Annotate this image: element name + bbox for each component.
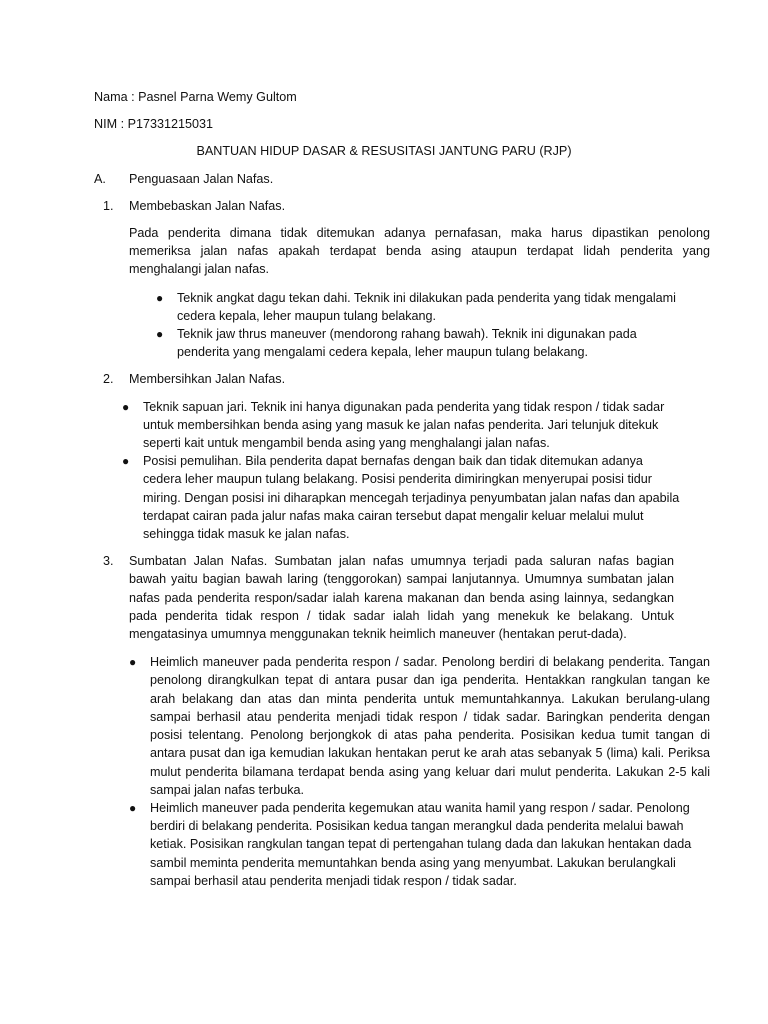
list-item: ● Teknik sapuan jari. Teknik ini hanya digunakan pada penderita yang tidak respon / tidak sadar untuk membersihkan benda asing yang masuk ke jalan nafas penderita. Jari telunjuk ditekuk seperti kait untuk mengambil benda asing yang menghalangi jalan nafas. <box>122 399 665 451</box>
item-3-bullet-list <box>129 653 710 890</box>
student-nim: NIM : P17331215031 <box>94 117 214 132</box>
item-1-title: Membebaskan Jalan Nafas. <box>129 198 286 213</box>
item-3-paragraph: Sumbatan Jalan Nafas. Sumbatan jalan nafas umumnya terjadi pada saluran nafas bagian bawah yaitu bagian bawah laring (tenggorokan) sampai lanjutannya. Umumnya sumbatan jalan nafas pada penderita respon/sadar ialah karena makanan dan benda asing lainnya, sedangkan pada penderita tidak respon / tidak sadar ialah lidah yang menekuk ke belakang. Untuk mengatasinya umumnya menggunakan teknik heimlich maneuver (hentakan perut-dada). <box>129 554 674 642</box>
list-item: ● Teknik angkat dagu tekan dahi. Teknik ini dilakukan pada penderita yang tidak mengalami cedera kepala, leher maupun tulang belakang. <box>156 290 676 323</box>
list-item: ● Heimlich maneuver pada penderita respon / sadar. Penolong berdiri di belakang penderita. Tangan penolong dirangkulkan tepat di antara pusar dan iga penderita. Hentakkan rangkulan tangan ke arah belakang dan atas dan minta penderita untuk memuntahkannya. Lakukan berulang-ulang sampai berhasil atau penderita menjadi tidak respon / tidak sadar. Baringkan penderita dengan posisi telentang. Penolong berjongkok di atas paha penderita. Posisikan kedua tumit tangan di antara pusat dan iga kemudian lakukan hentakan perut ke arah atas sebanyak 5 (lima) kali. Periksa mulut penderita bilamana terdapat benda asing yang keluar dari mulut penderita. Lakukan 2-5 kali sampai jalan nafas terbuka. <box>129 655 710 797</box>
item-2-title: Membersihkan Jalan Nafas. <box>129 372 286 387</box>
item-2-bullet-list <box>122 398 681 544</box>
item-3-block <box>103 552 674 643</box>
bullet-icon: ● <box>122 399 130 414</box>
bullet-icon: ● <box>129 655 137 670</box>
item-1-heading <box>103 197 674 215</box>
item-1-bullet-list <box>156 289 677 362</box>
item-3-marker: 3. <box>103 554 114 569</box>
item-1-paragraph: Pada penderita dimana tidak ditemukan adanya pernafasan, maka harus dipastikan penolong memeriksa jalan nafas apakah terdapat benda asing ataupun terdapat lidah penderita yang menghalangi jalan nafas. <box>129 226 710 277</box>
item-1-marker: 1. <box>103 198 114 213</box>
bullet-icon: ● <box>129 800 137 815</box>
item-2-marker: 2. <box>103 372 114 387</box>
section-a-heading <box>94 170 674 188</box>
list-item: ● Heimlich maneuver pada penderita kegemukan atau wanita hamil yang respon / sadar. Penolong berdiri di belakang penderita. Posisikan kedua tangan merangkul dada penderita melalui bawah ketiak. Posisikan rangkulan tangan tepat di pertengahan tulang dada dan lakukan hentakan dada sambil meminta penderita memuntahkan benda asing yang menyumbat. Lakukan berulangkali sampai berhasil atau penderita menjadi tidak respon / tidak sadar. <box>129 800 692 888</box>
bullet-icon: ● <box>156 327 164 342</box>
student-name: Nama : Pasnel Parna Wemy Gultom <box>94 90 297 104</box>
bullet-icon: ● <box>122 454 130 469</box>
list-item: ● Teknik jaw thrus maneuver (mendorong rahang bawah). Teknik ini digunakan pada penderita yang mengalami cedera kepala, leher maupun tulang belakang. <box>156 327 637 360</box>
section-a-title: Penguasaan Jalan Nafas. <box>129 171 274 186</box>
section-a-marker: A. <box>94 171 106 186</box>
document-title: BANTUAN HIDUP DASAR & RESUSITASI JANTUNG PARU (RJP) <box>196 144 572 159</box>
item-2-heading <box>103 370 674 388</box>
list-item: ● Posisi pemulihan. Bila penderita dapat bernafas dengan baik dan tidak ditemukan adanya cedera leher maupun tulang belakang. Posisi penderita dimiringkan menyerupai posisi tidur miring. Dengan posisi ini diharapkan mencegah terjadinya penyumbatan jalan nafas dan apabila terdapat cairan pada jalur nafas maka cairan tersebut dapat mengalir keluar melalui mulut sehingga tidak masuk ke jalan nafas. <box>122 454 680 542</box>
bullet-icon: ● <box>156 290 164 305</box>
